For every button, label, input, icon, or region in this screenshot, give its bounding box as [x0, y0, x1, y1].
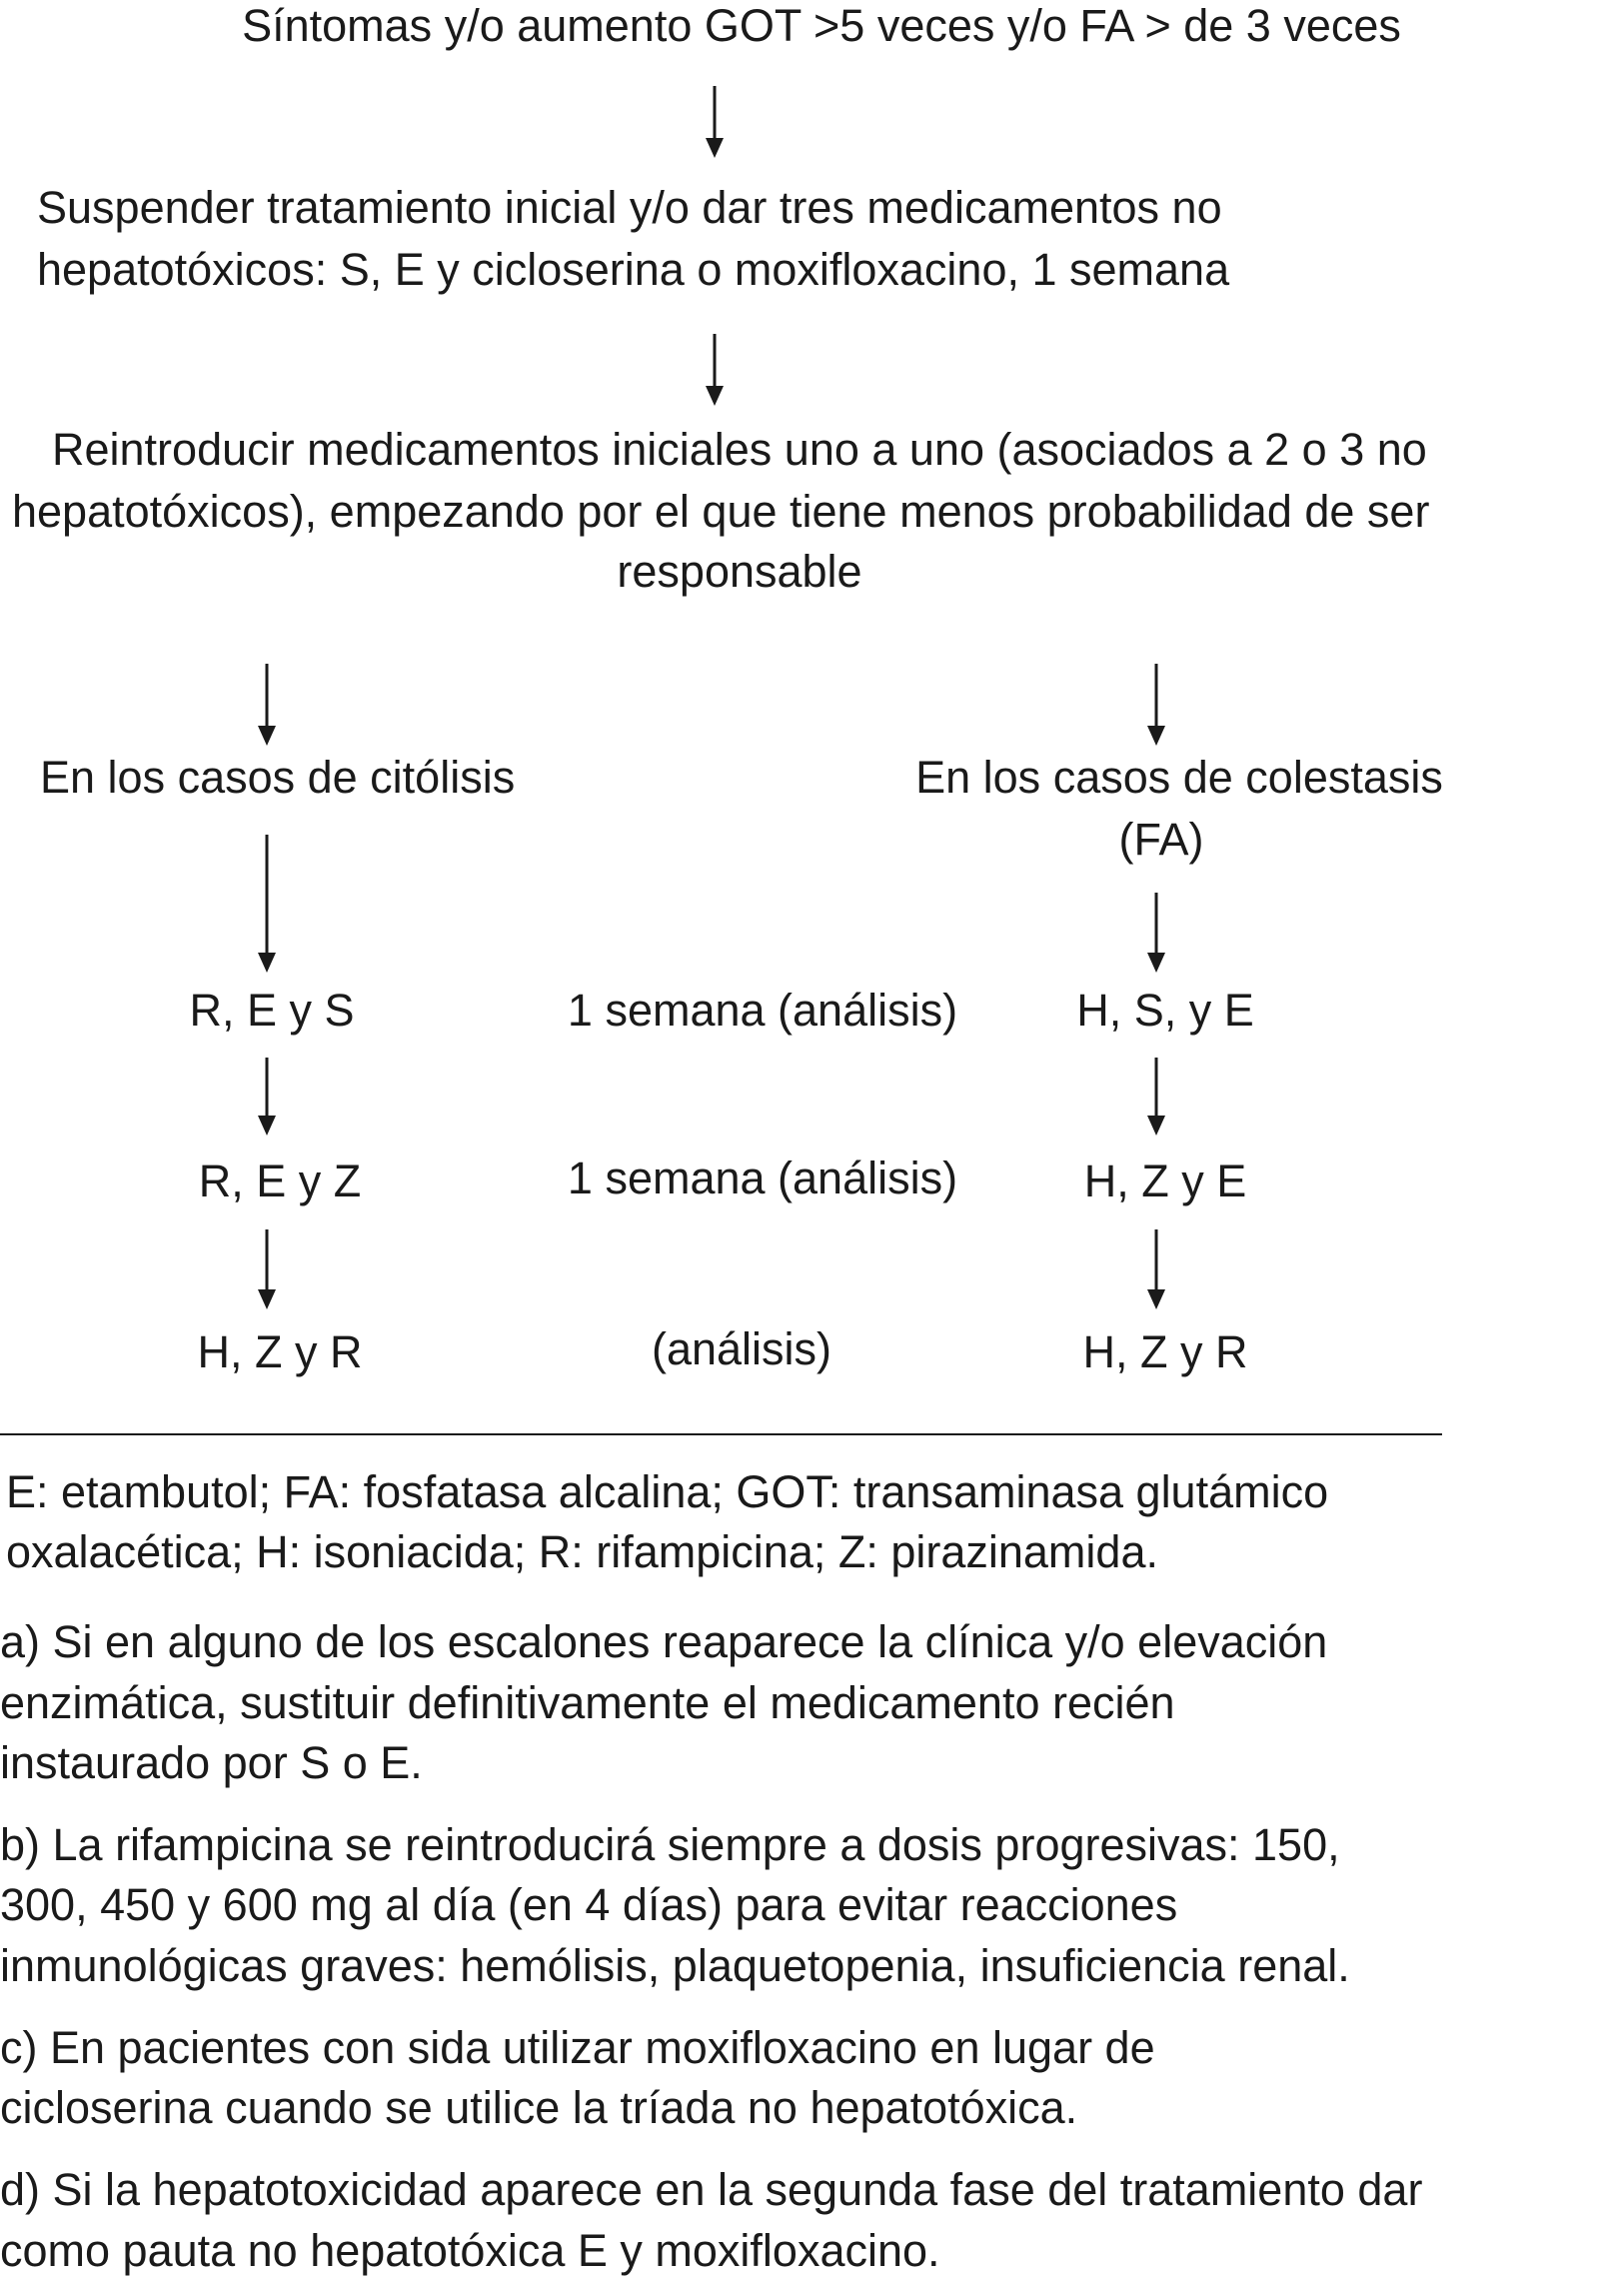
right-step-3: H, Z y R — [1082, 1326, 1248, 1377]
left-branch-title: En los casos de citólisis — [40, 752, 516, 803]
divider — [0, 1433, 1442, 1435]
left-step-1: R, E y S — [189, 985, 355, 1036]
note-a-line1: a) Si en alguno de los escalones reaparece la clínica y/o elevación — [0, 1616, 1328, 1667]
note-d-line1: d) Si la hepatotoxicidad aparece en la segunda fase del tratamiento dar — [0, 2164, 1423, 2215]
note-b-line3: inmunológicas graves: hemólisis, plaquetopenia, insuficiencia renal. — [0, 1940, 1350, 1991]
down-arrow-icon — [252, 1229, 282, 1309]
flow-step-suspend-line2: hepatotóxicos: S, E y cicloserina o moxifloxacino, 1 semana — [37, 244, 1230, 295]
flow-step-reintroduce-line1: Reintroducir medicamentos iniciales uno a uno (asociados a 2 o 3 no — [52, 424, 1427, 475]
down-arrow-icon — [252, 664, 282, 746]
flow-step-reintroduce-line2: hepatotóxicos), empezando por el que tiene menos probabilidad de ser — [12, 486, 1430, 537]
flow-step-symptoms: Síntomas y/o aumento GOT >5 veces y/o FA > de 3 veces — [242, 0, 1401, 51]
middle-interval-3: (análisis) — [651, 1323, 832, 1374]
down-arrow-icon — [1141, 1058, 1171, 1136]
down-arrow-icon — [700, 86, 730, 158]
note-b-line1: b) La rifampicina se reintroducirá siempre a dosis progresivas: 150, — [0, 1819, 1340, 1870]
middle-interval-1: 1 semana (análisis) — [567, 985, 958, 1036]
down-arrow-icon — [1141, 893, 1171, 973]
flow-step-suspend-line1: Suspender tratamiento inicial y/o dar tres medicamentos no — [37, 182, 1222, 233]
note-a-line3: instaurado por S o E. — [0, 1737, 423, 1788]
right-step-2: H, Z y E — [1083, 1155, 1247, 1206]
left-step-2: R, E y Z — [198, 1155, 362, 1206]
flow-step-reintroduce-line3: responsable — [617, 546, 862, 597]
left-step-3: H, Z y R — [197, 1326, 363, 1377]
note-d-line2: como pauta no hepatotóxica E y moxifloxacino. — [0, 2225, 940, 2276]
right-branch-title-line2: (FA) — [1118, 814, 1204, 865]
down-arrow-icon — [700, 334, 730, 406]
note-a-line2: enzimática, sustituir definitivamente el medicamento recién — [0, 1677, 1175, 1728]
down-arrow-icon — [252, 1058, 282, 1136]
down-arrow-icon — [1141, 664, 1171, 746]
note-c-line2: cicloserina cuando se utilice la tríada no hepatotóxica. — [0, 2082, 1078, 2133]
right-step-1: H, S, y E — [1076, 985, 1254, 1036]
down-arrow-icon — [1141, 1229, 1171, 1309]
legend-line2: oxalacética; H: isoniacida; R: rifampicina; Z: pirazinamida. — [6, 1526, 1158, 1577]
middle-interval-2: 1 semana (análisis) — [567, 1152, 958, 1203]
legend-line1: E: etambutol; FA: fosfatasa alcalina; GOT: transaminasa glutámico — [6, 1466, 1329, 1517]
down-arrow-icon — [252, 835, 282, 973]
right-branch-title-line1: En los casos de colestasis — [915, 752, 1443, 803]
note-b-line2: 300, 450 y 600 mg al día (en 4 días) para evitar reacciones — [0, 1879, 1178, 1930]
note-c-line1: c) En pacientes con sida utilizar moxifloxacino en lugar de — [0, 2022, 1155, 2073]
